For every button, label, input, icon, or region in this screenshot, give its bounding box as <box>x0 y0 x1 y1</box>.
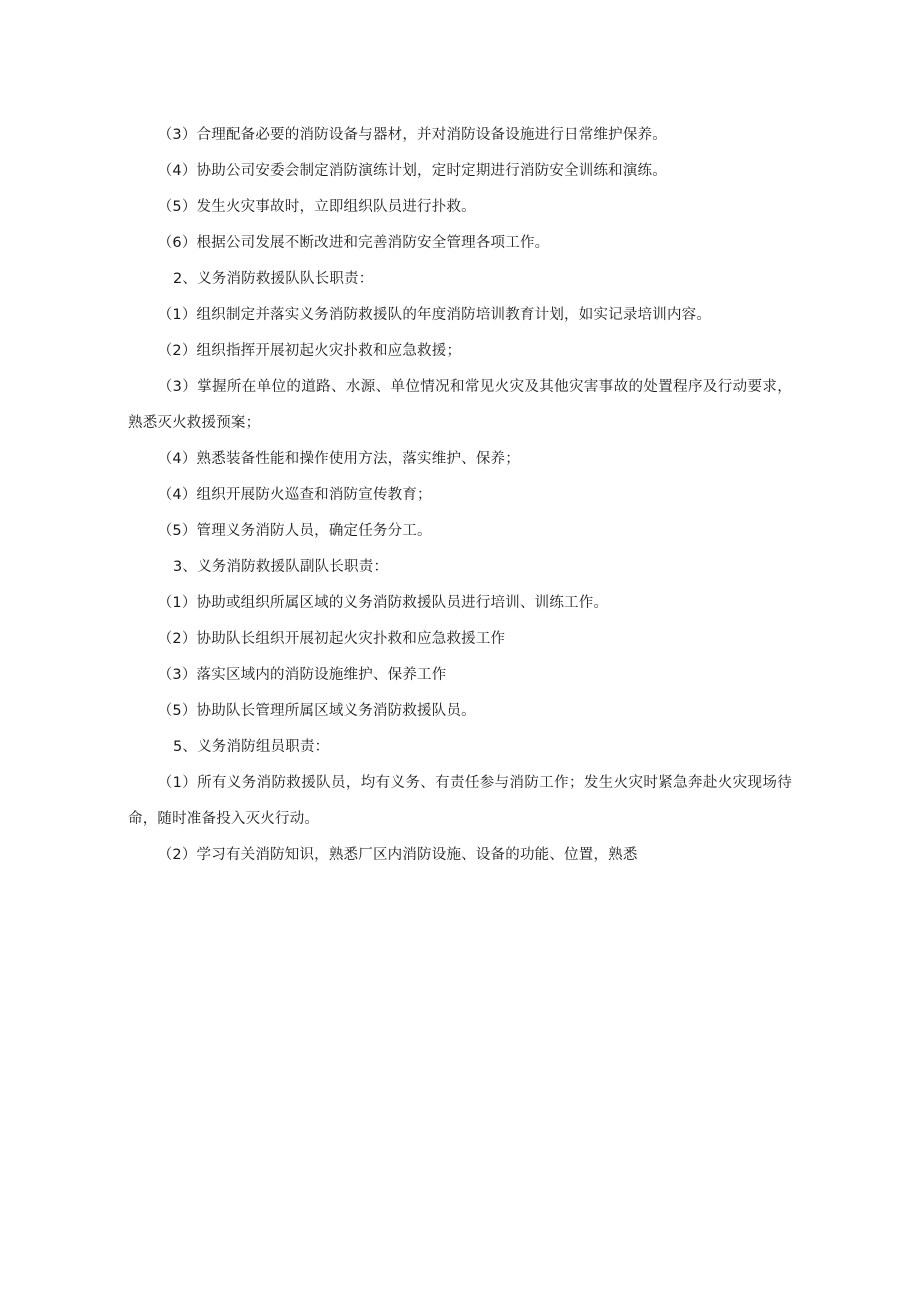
captain-duty-4b: （4）组织开展防火巡查和消防宣传教育； <box>157 487 432 503</box>
vice-captain-duty-5: （5）协助队长管理所属区域义务消防救援队员。 <box>157 703 476 719</box>
paragraph-4-drill-plan: （4）协助公司安委会制定消防演练计划，定时定期进行消防安全训练和演练。 <box>157 163 667 179</box>
member-duty-2: （2）学习有关消防知识，熟悉厂区内消防设施、设备的功能、位置，熟悉 <box>157 847 638 863</box>
section-heading-members: 5、义务消防组员职责： <box>172 739 330 755</box>
section-heading-captain: 2、义务消防救援队队长职责： <box>172 271 374 287</box>
paragraph-5-firefighting: （5）发生火灾事故时，立即组织队员进行扑救。 <box>157 199 476 215</box>
vice-captain-duty-3: （3）落实区域内的消防设施维护、保养工作 <box>157 667 447 683</box>
captain-duty-3: （3）掌握所在单位的道路、水源、单位情况和常见火灾及其他灾害事故的处置程序及行动要求，熟悉灭火救援预案； <box>128 379 792 431</box>
document-body <box>128 117 792 873</box>
section-heading-vice-captain: 3、义务消防救援队副队长职责： <box>172 559 389 575</box>
vice-captain-duty-2: （2）协助队长组织开展初起火灾扑救和应急救援工作 <box>157 631 506 647</box>
vice-captain-duty-1: （1）协助或组织所属区域的义务消防救援队员进行培训、训练工作。 <box>157 595 609 611</box>
paragraph-3-equipment: （3）合理配备必要的消防设备与器材，并对消防设备设施进行日常维护保养。 <box>157 127 667 143</box>
captain-duty-5: （5）管理义务消防人员，确定任务分工。 <box>157 523 432 539</box>
paragraph-6-improvement: （6）根据公司发展不断改进和完善消防安全管理各项工作。 <box>157 235 550 251</box>
captain-duty-1: （1）组织制定并落实义务消防救援队的年度消防培训教育计划，如实记录培训内容。 <box>157 307 712 323</box>
member-duty-1: （1）所有义务消防救援队员，均有义务、有责任参与消防工作；发生火灾时紧急奔赴火灾现场待命，随时准备投入灭火行动。 <box>128 775 792 827</box>
captain-duty-2: （2）组织指挥开展初起火灾扑救和应急救援； <box>157 343 462 359</box>
captain-duty-4a: （4）熟悉装备性能和操作使用方法，落实维护、保养； <box>157 451 520 467</box>
